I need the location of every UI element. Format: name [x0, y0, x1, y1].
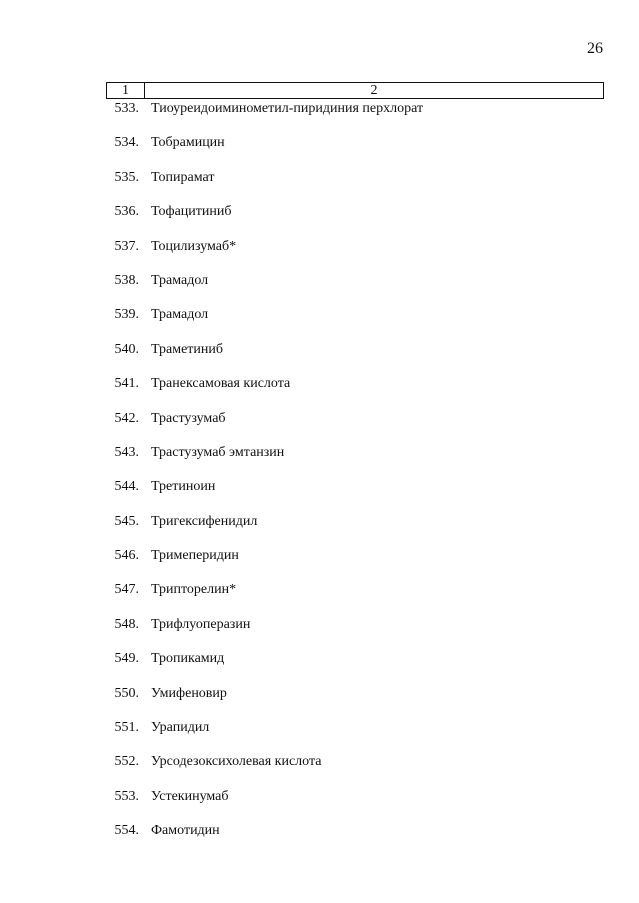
list-item [0, 753, 639, 787]
item-name: Трипторелин* [151, 582, 237, 598]
list-item [0, 203, 639, 237]
item-number: 554. [114, 823, 139, 839]
item-number: 535. [114, 169, 139, 185]
list-item [0, 478, 639, 512]
item-number: 552. [114, 754, 139, 770]
list-item [0, 238, 639, 272]
item-number: 546. [114, 548, 139, 564]
item-name: Трастузумаб [151, 410, 226, 426]
item-name: Умифеновир [151, 685, 227, 701]
list-item [0, 169, 639, 203]
item-number: 536. [114, 204, 139, 220]
list-item [0, 581, 639, 615]
item-number: 544. [114, 479, 139, 495]
list-item [0, 650, 639, 684]
item-name: Урсодезоксихолевая кислота [151, 754, 322, 770]
list-item [0, 100, 639, 134]
list-item [0, 616, 639, 650]
item-name: Тобрамицин [151, 135, 225, 151]
item-number: 543. [114, 444, 139, 460]
page-number: 26 [587, 40, 603, 57]
item-name: Трастузумаб эмтанзин [151, 444, 285, 460]
list-item [0, 513, 639, 547]
item-name: Тиоуреидоиминометил-пиридиния перхлорат [151, 101, 424, 116]
item-number: 540. [114, 341, 139, 357]
list-item [0, 788, 639, 822]
item-number: 547. [114, 582, 139, 598]
list-item [0, 719, 639, 753]
item-number: 538. [114, 272, 139, 288]
item-number: 549. [114, 651, 139, 667]
item-number: 534. [114, 135, 139, 151]
list-item [0, 547, 639, 581]
item-number: 545. [114, 513, 139, 529]
item-name: Урапидил [151, 720, 210, 736]
list-item [0, 375, 639, 409]
item-name: Тропикамид [151, 651, 225, 667]
item-name: Третиноин [151, 479, 216, 495]
item-number: 550. [114, 685, 139, 701]
table-header-col-1: 1 [107, 83, 145, 98]
list-item [0, 685, 639, 719]
list-item [0, 306, 639, 340]
item-number: 541. [114, 376, 139, 392]
table-header-col-2: 2 [370, 83, 378, 98]
drug-list [0, 100, 639, 857]
item-number: 553. [114, 788, 139, 804]
item-name: Тоцилизумаб* [151, 238, 237, 254]
item-name: Тригексифенидил [151, 513, 258, 529]
item-name: Устекинумаб [151, 788, 229, 804]
item-number: 542. [114, 410, 139, 426]
item-name: Трифлуоперазин [151, 616, 251, 632]
item-number: 539. [114, 307, 139, 323]
item-number: 551. [114, 720, 139, 736]
list-item [0, 272, 639, 306]
list-item [0, 341, 639, 375]
item-number: 533. [114, 101, 139, 116]
item-number: 548. [114, 616, 139, 632]
item-name: Траметиниб [151, 341, 224, 357]
item-name: Тофацитиниб [151, 204, 232, 220]
item-name: Тримеперидин [151, 548, 239, 564]
item-number: 537. [114, 238, 139, 254]
list-item [0, 822, 639, 856]
list-item [0, 444, 639, 478]
item-name: Трамадол [151, 307, 209, 323]
list-item [0, 134, 639, 168]
item-name: Фамотидин [151, 823, 220, 839]
item-name: Трамадол [151, 272, 209, 288]
table-header [106, 82, 604, 99]
list-item [0, 410, 639, 444]
item-name: Транексамовая кислота [151, 376, 291, 392]
item-name: Топирамат [151, 169, 215, 185]
